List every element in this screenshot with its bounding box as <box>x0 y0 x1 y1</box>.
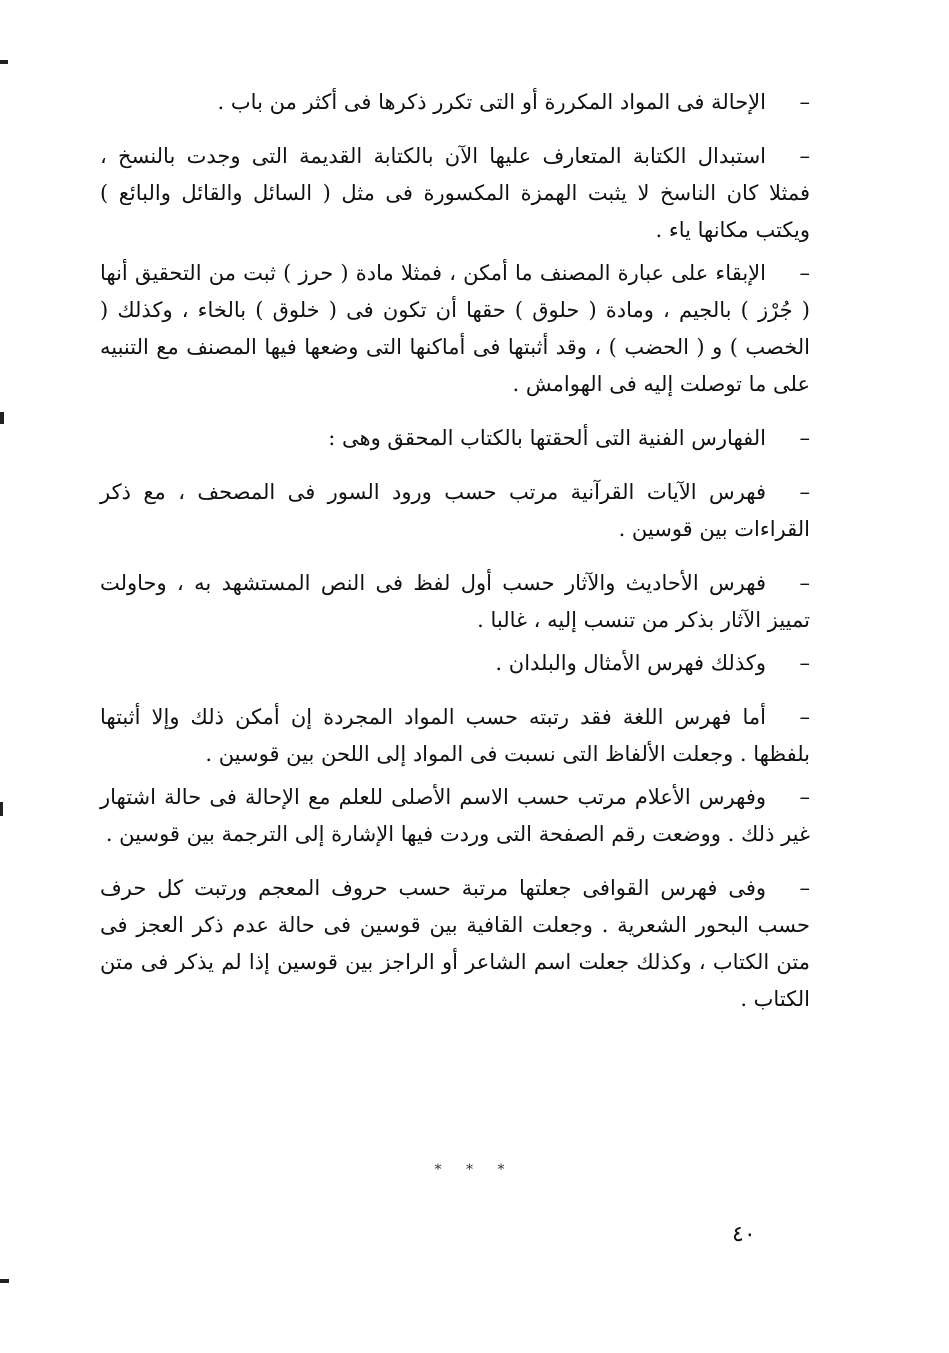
list-dash: – <box>799 90 810 114</box>
list-dash: – <box>799 651 810 675</box>
list-dash: – <box>799 426 810 450</box>
paragraph-text: استبدال الكتابة المتعارف عليها الآن بالكتابة القديمة التى وجدت بالنسخ ، فمثلا كان الناسخ لا يثبت الهمزة المكسورة فى مثل ( السائل والقائل والبائع ) ويكتب مكانها ياء . <box>100 144 810 242</box>
list-dash: – <box>799 144 810 168</box>
paragraph <box>100 255 810 403</box>
paragraph-text: وكذلك فهرس الأمثال والبلدان . <box>495 651 766 675</box>
paragraph <box>100 645 810 682</box>
paragraph <box>100 138 810 249</box>
paragraph-text: الإحالة فى المواد المكررة أو التى تكرر ذكرها فى أكثر من باب . <box>217 90 766 114</box>
list-dash: – <box>799 261 810 285</box>
paragraph-text: الفهارس الفنية التى ألحقتها بالكتاب المحقق وهى : <box>328 426 766 450</box>
paragraph-text: وفهرس الأعلام مرتب حسب الاسم الأصلى للعلم مع الإحالة فى حالة اشتهار غير ذلك . ووضعت رقم الصفحة التى وردت فيها الإشارة إلى الترجمة بين قوسين . <box>100 785 810 846</box>
list-dash: – <box>799 571 810 595</box>
section-separator: * * * <box>434 1162 515 1178</box>
paragraph-text: أما فهرس اللغة فقد رتبته حسب المواد المجردة إن أمكن ذلك وإلا أثبتها بلفظها . وجعلت الألفاظ التى نسبت فى المواد إلى اللحن بين قوسين . <box>100 705 810 766</box>
paragraph-text: فهرس الأحاديث والآثار حسب أول لفظ فى النص المستشهد به ، وحاولت تمييز الآثار بذكر من تنسب إليه ، غالبا . <box>100 571 810 632</box>
paragraph <box>100 474 810 548</box>
paragraph <box>100 870 810 1018</box>
paragraph-text: وفى فهرس القوافى جعلتها مرتبة حسب حروف المعجم ورتبت كل حرف حسب البحور الشعرية . وجعلت القافية بين قوسين فى حالة عدم ذكر العجز فى متن الكتاب ، وكذلك جعلت اسم الشاعر أو الراجز بين قوسين إذا لم يذكر فى متن الكتاب . <box>100 876 810 1011</box>
paragraph <box>100 84 810 121</box>
page-number: ٤٠ <box>732 1222 756 1247</box>
paragraph-text: الإبقاء على عبارة المصنف ما أمكن ، فمثلا مادة ( حرز ) ثبت من التحقيق أنها ( جُرْز ) بالجيم ، ومادة ( حلوق ) حقها أن تكون فى ( خلوق ) بالخاء ، وكذلك ( الخصب ) و ( الحضب ) ، وقد أثبتها فى أماكنها التى وضعها فيها المصنف مع التنبيه على ما توصلت إليه فى الهوامش . <box>100 261 810 396</box>
paragraph-text: فهرس الآيات القرآنية مرتب حسب ورود السور فى المصحف ، مع ذكر القراءات بين قوسين . <box>100 480 810 541</box>
list-dash: – <box>799 876 810 900</box>
list-dash: – <box>799 705 810 729</box>
scan-mark-bottom <box>0 1279 9 1283</box>
scan-mark-middle <box>0 802 3 816</box>
paragraph <box>100 420 810 457</box>
paragraph <box>100 565 810 639</box>
paragraph <box>100 779 810 853</box>
list-dash: – <box>799 785 810 809</box>
list-dash: – <box>799 480 810 504</box>
paragraph <box>100 699 810 773</box>
scan-mark-top <box>0 60 8 64</box>
body-text <box>100 84 810 1035</box>
scan-mark-upper <box>0 412 4 424</box>
